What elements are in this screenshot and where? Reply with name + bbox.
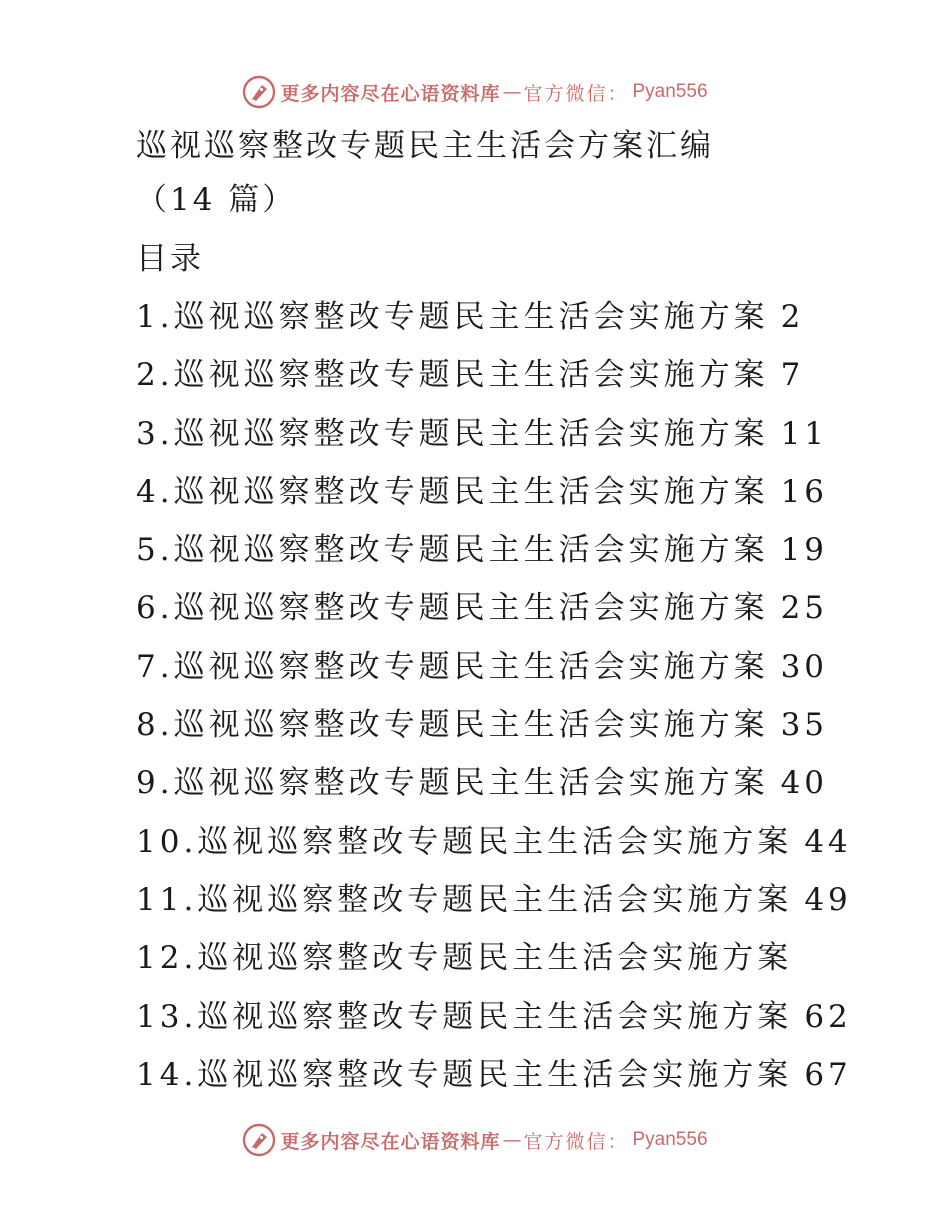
- toc-title: 巡视巡察整改专题民主生活会实施方案: [197, 940, 793, 977]
- toc-heading: 目录: [136, 241, 204, 277]
- watermark-banner-top: [0, 72, 950, 112]
- toc-title: 巡视巡察整改专题民主生活会实施方案: [173, 357, 769, 394]
- toc-item[interactable]: [136, 412, 926, 470]
- toc-number: 1.: [136, 299, 174, 335]
- watermark-separator: —: [502, 81, 522, 103]
- toc-number: 11.: [136, 881, 198, 918]
- toc-number: 12.: [136, 940, 198, 977]
- toc-title: 巡视巡察整改专题民主生活会实施方案: [173, 707, 769, 744]
- watermark-text: 更多内容尽在心语资料库: [280, 1130, 501, 1153]
- toc-number: 9.: [136, 765, 174, 802]
- toc-title: 巡视巡察整改专题民主生活会实施方案: [173, 765, 769, 802]
- toc-title: 巡视巡察整改专题民主生活会实施方案: [197, 1056, 793, 1093]
- toc-number: 8.: [136, 707, 174, 744]
- toc-item[interactable]: [136, 878, 926, 936]
- toc-item[interactable]: [136, 936, 926, 994]
- toc-item[interactable]: [136, 528, 926, 586]
- toc-page: 62: [804, 998, 852, 1035]
- toc-page: 19: [780, 532, 829, 569]
- toc-number: 3.: [136, 415, 174, 452]
- toc-title: 巡视巡察整改专题民主生活会实施方案: [173, 648, 769, 685]
- toc-page: 40: [780, 765, 829, 802]
- toc-title: 巡视巡察整改专题民主生活会实施方案: [173, 299, 769, 335]
- toc-number: 10.: [136, 823, 198, 860]
- toc-page: 2: [780, 299, 805, 335]
- toc-page: 49: [804, 881, 852, 918]
- toc-item[interactable]: [136, 761, 926, 819]
- document-subtitle: （14 篇）: [136, 182, 297, 218]
- toc-page: 35: [780, 707, 829, 744]
- toc-title: 巡视巡察整改专题民主生活会实施方案: [173, 590, 769, 627]
- toc-item[interactable]: [136, 995, 926, 1053]
- toc-item[interactable]: [136, 820, 926, 878]
- toc-item[interactable]: [136, 295, 926, 353]
- toc-page: 25: [780, 590, 829, 627]
- toc-number: 13.: [136, 998, 198, 1035]
- toc-page: 30: [780, 648, 829, 685]
- document-body: [136, 124, 926, 1111]
- watermark-official-label: 官方微信：: [523, 1130, 629, 1153]
- toc-title: 巡视巡察整改专题民主生活会实施方案: [197, 998, 793, 1035]
- document-title: 巡视巡察整改专题民主生活会方案汇编: [136, 128, 714, 164]
- toc-page: 16: [780, 473, 829, 510]
- toc-number: 2.: [136, 357, 174, 394]
- toc-list: [136, 295, 926, 1111]
- watermark-banner-bottom: [0, 1120, 950, 1160]
- toc-page: 67: [804, 1056, 852, 1093]
- toc-title: 巡视巡察整改专题民主生活会实施方案: [197, 823, 793, 860]
- watermark-account: Pyan556: [632, 1129, 708, 1150]
- toc-number: 5.: [136, 532, 174, 569]
- pen-nib-icon: [242, 1123, 276, 1157]
- watermark-text: 更多内容尽在心语资料库: [280, 82, 501, 105]
- toc-page: 44: [804, 823, 852, 860]
- toc-item[interactable]: [136, 353, 926, 411]
- toc-page: 7: [780, 357, 805, 394]
- toc-number: 7.: [136, 648, 174, 685]
- toc-item[interactable]: [136, 645, 926, 703]
- watermark-account: Pyan556: [632, 81, 708, 102]
- pen-nib-icon: [242, 75, 276, 109]
- toc-title: 巡视巡察整改专题民主生活会实施方案: [173, 473, 769, 510]
- toc-page: 11: [780, 415, 829, 452]
- toc-title: 巡视巡察整改专题民主生活会实施方案: [173, 415, 769, 452]
- toc-title: 巡视巡察整改专题民主生活会实施方案: [173, 532, 769, 569]
- toc-item[interactable]: [136, 470, 926, 528]
- toc-number: 14.: [136, 1056, 198, 1093]
- toc-item[interactable]: [136, 1053, 926, 1111]
- watermark-official-label: 官方微信：: [523, 82, 629, 105]
- watermark-separator: —: [502, 1129, 522, 1151]
- toc-item[interactable]: [136, 586, 926, 644]
- toc-number: 4.: [136, 473, 174, 510]
- toc-item[interactable]: [136, 703, 926, 761]
- toc-title: 巡视巡察整改专题民主生活会实施方案: [197, 881, 793, 918]
- toc-number: 6.: [136, 590, 174, 627]
